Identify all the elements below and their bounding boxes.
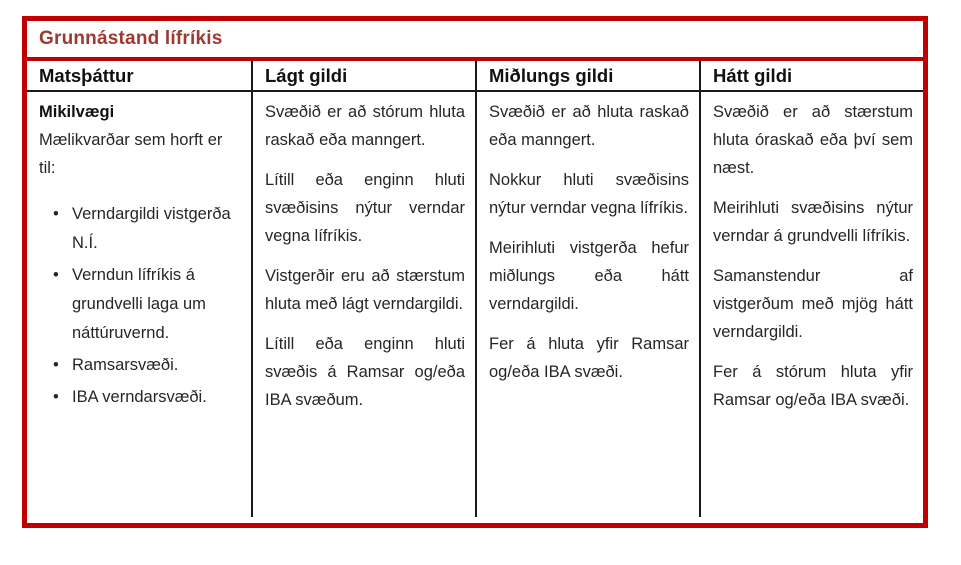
paragraph: Meirihluti vistgerða hefur miðlungs eða hátt verndargildi.	[489, 239, 689, 313]
table-title-row	[27, 21, 923, 61]
header-matsthattur: Matsþáttur	[39, 64, 134, 86]
cell-lagt-gildi	[251, 92, 475, 517]
paragraph: Lítill eða enginn hluti svæðis á Ramsar og/eða IBA svæðum.	[265, 335, 465, 409]
cell-midlungs-gildi	[475, 92, 699, 517]
paragraph: Meirihluti svæðisins nýtur verndar á grundvelli lífríkis.	[713, 199, 913, 245]
bullet-item: • Verndargildi vistgerða N.Í.	[53, 200, 241, 258]
header-lagt-gildi: Lágt gildi	[251, 61, 475, 90]
assessment-table	[22, 16, 928, 528]
bullet-item: • Ramsarsvæði.	[53, 351, 241, 380]
cell-hatt-gildi	[699, 92, 923, 517]
paragraph: Svæðið er að stærstum hluta óraskað eða því sem næst.	[713, 103, 913, 177]
paragraph: Fer á stórum hluta yfir Ramsar og/eða IBA svæði.	[713, 363, 913, 409]
paragraph: Nokkur hluti svæðisins nýtur verndar vegna lífríkis.	[489, 171, 689, 217]
criteria-bullet-list	[39, 200, 241, 412]
bullet-item: • Verndun lífríkis á grundvelli laga um náttúruvernd.	[53, 261, 241, 348]
criterion-heading: Mikilvægi	[39, 103, 115, 121]
table-title: Grunnástand lífríkis	[39, 28, 223, 49]
paragraph: Vistgerðir eru að stærstum hluta með lágt verndargildi.	[265, 267, 465, 313]
header-hatt-gildi: Hátt gildi	[699, 61, 923, 90]
paragraph: Lítill eða enginn hluti svæðisins nýtur verndar vegna lífríkis.	[265, 171, 465, 245]
table-body-row	[27, 92, 923, 517]
paragraph: Samanstendur af vistgerðum með mjög hátt verndargildi.	[713, 267, 913, 341]
criterion-intro: Mælikvarðar sem horft er til:	[39, 131, 223, 177]
paragraph: Fer á hluta yfir Ramsar og/eða IBA svæði.	[489, 335, 689, 381]
paragraph: Svæðið er að hluta raskað eða manngert.	[489, 103, 689, 149]
header-midlungs-gildi: Miðlungs gildi	[475, 61, 699, 90]
paragraph: Svæðið er að stórum hluta raskað eða manngert.	[265, 103, 465, 149]
table-header-row	[27, 61, 923, 92]
cell-matsthattur	[27, 92, 251, 517]
bullet-item: • IBA verndarsvæði.	[53, 383, 241, 412]
